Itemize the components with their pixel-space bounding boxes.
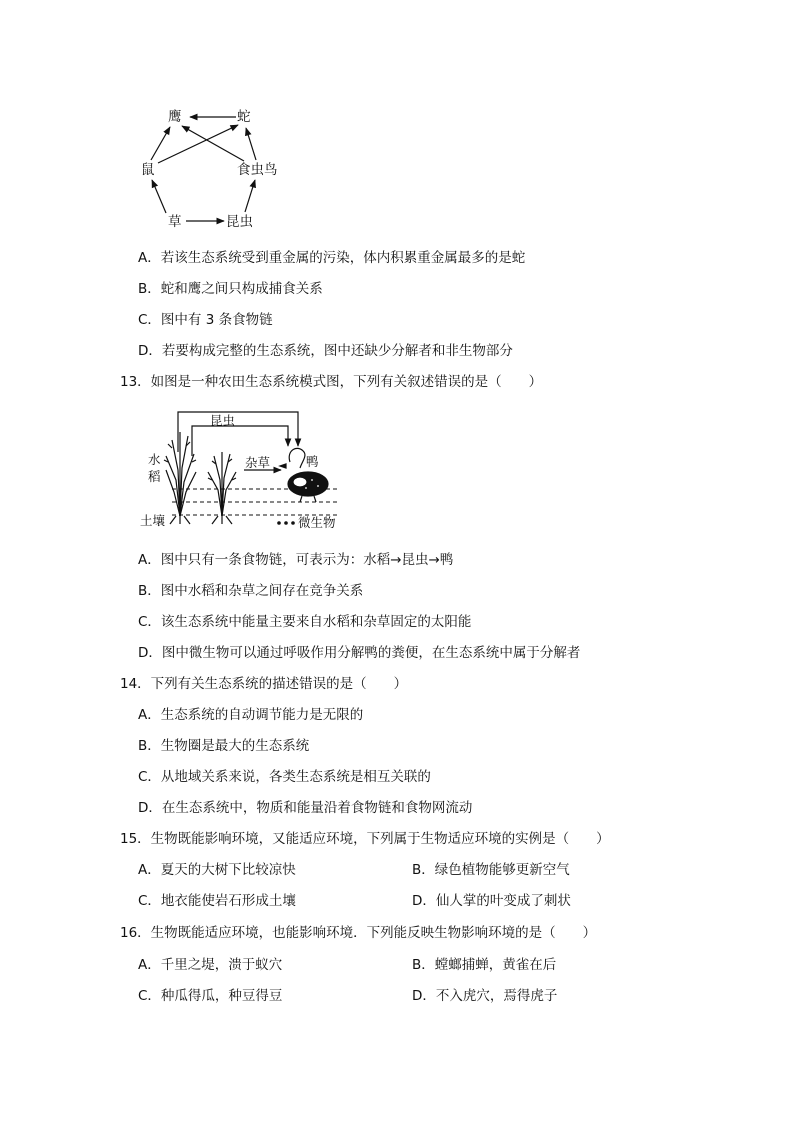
rice-plant-drawing — [164, 432, 196, 524]
label-duck: 鸭 — [306, 454, 319, 469]
microbe-dot — [277, 521, 281, 525]
q12-option-b[interactable]: B．蛇和鹰之间只构成捕食关系 — [138, 281, 323, 297]
q13-option-a[interactable]: A．图中只有一条食物链，可表示为：水稻→昆虫→鸭 — [138, 552, 454, 568]
q14-option-a[interactable]: A．生态系统的自动调节能力是无限的 — [138, 707, 364, 723]
q14-option-c[interactable]: C．从地域关系来说，各类生态系统是相互关联的 — [138, 769, 431, 785]
q13-option-b[interactable]: B．图中水稻和杂草之间存在竞争关系 — [138, 583, 364, 599]
q14-option-b[interactable]: B．生物圈是最大的生态系统 — [138, 738, 310, 754]
q13-option-c[interactable]: C．该生态系统中能量主要来自水稻和杂草固定的太阳能 — [138, 614, 472, 630]
label-insect: 昆虫 — [210, 413, 236, 428]
label-microbe: 微生物 — [298, 515, 336, 530]
node-grass: 草 — [168, 214, 182, 230]
microbe-dot — [291, 521, 295, 525]
q12-option-c[interactable]: C．图中有 3 条食物链 — [138, 312, 273, 328]
q16-option-c[interactable]: C．种瓜得瓜，种豆得豆 — [138, 988, 283, 1004]
node-snake: 蛇 — [237, 109, 251, 125]
microbe-dot — [284, 521, 288, 525]
weed-plant-drawing — [208, 452, 236, 524]
label-weed: 杂草 — [245, 455, 271, 470]
duck-drawing — [280, 448, 328, 502]
q16-stem: 16．生物既能适应环境，也能影响环境．下列能反映生物影响环境的是（ ） — [120, 925, 597, 941]
q14-stem: 14．下列有关生态系统的描述错误的是（ ） — [120, 676, 408, 692]
label-rice-1: 水 — [148, 452, 161, 467]
q13-stem: 13．如图是一种农田生态系统模式图，下列有关叙述错误的是（ ） — [120, 374, 543, 390]
q12-option-d[interactable]: D．若要构成完整的生态系统，图中还缺少分解者和非生物部分 — [138, 343, 513, 359]
node-eagle: 鹰 — [168, 109, 182, 125]
node-insect: 昆虫 — [226, 214, 253, 230]
q15-option-a[interactable]: A．夏天的大树下比较凉快 — [138, 862, 296, 878]
q15-stem: 15．生物既能影响环境，又能适应环境，下列属于生物适应环境的实例是（ ） — [120, 831, 610, 847]
label-soil: 土壤 — [140, 513, 166, 528]
arrow-rice-to-insect-outer — [178, 412, 298, 452]
q15-option-d[interactable]: D．仙人掌的叶变成了刺状 — [412, 893, 571, 909]
q15-option-c[interactable]: C．地衣能使岩石形成土壤 — [138, 893, 296, 909]
node-mouse: 鼠 — [141, 162, 155, 178]
q13-option-d[interactable]: D．图中微生物可以通过呼吸作用分解鸭的粪便，在生态系统中属于分解者 — [138, 645, 581, 661]
q12-option-a[interactable]: A．若该生态系统受到重金属的污染，体内积累重金属最多的是蛇 — [138, 250, 526, 266]
q16-option-d[interactable]: D．不入虎穴，焉得虎子 — [412, 988, 558, 1004]
q14-option-d[interactable]: D．在生态系统中，物质和能量沿着食物链和食物网流动 — [138, 800, 473, 816]
q16-option-a[interactable]: A．千里之堤，溃于蚁穴 — [138, 957, 283, 973]
q16-option-b[interactable]: B．螳螂捕蝉，黄雀在后 — [412, 957, 557, 973]
label-rice-2: 稻 — [148, 469, 161, 484]
q15-option-b[interactable]: B．绿色植物能够更新空气 — [412, 862, 570, 878]
node-bird: 食虫鸟 — [237, 162, 278, 178]
arrow-weed-to-insect-inner — [192, 426, 288, 456]
